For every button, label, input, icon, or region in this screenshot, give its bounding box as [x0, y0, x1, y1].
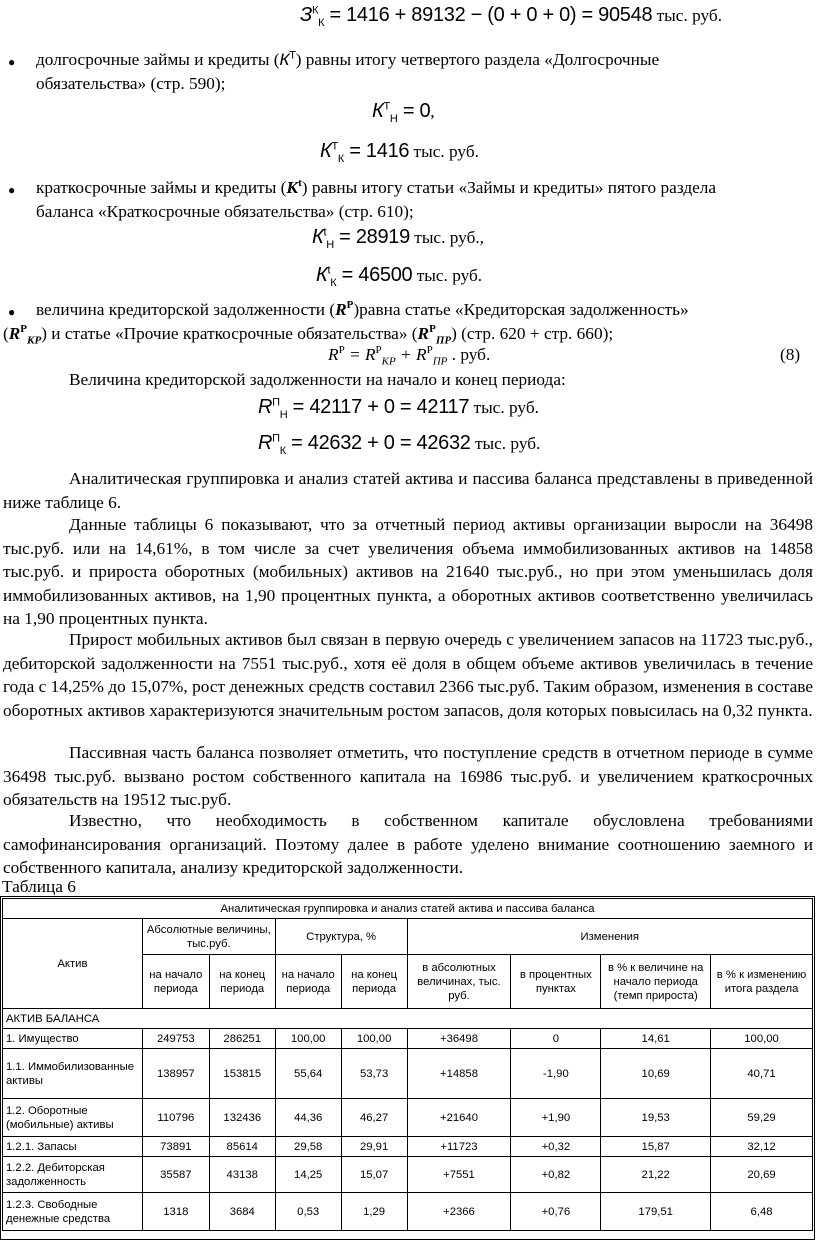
formula-sup: P: [346, 299, 354, 312]
formula-symbol: R: [8, 324, 21, 343]
formula-sub: К: [279, 445, 286, 457]
formula-sub: Н: [389, 113, 398, 125]
formula-unit: тыс. руб.: [413, 142, 479, 161]
table-cell: 14,25: [275, 1157, 341, 1193]
row-label: 1.2.1. Запасы: [3, 1137, 143, 1157]
table-cell: +1,90: [511, 1099, 601, 1137]
formula-expression: = 42117 + 0 = 42117: [287, 396, 470, 418]
bullet-text: )равна статье «Кредиторская задолженность»: [353, 300, 689, 319]
formula-sup: Т: [331, 140, 338, 153]
formula-sub: ПР: [435, 334, 452, 347]
table-cell: 32,12: [711, 1137, 813, 1157]
table-cell: 43138: [209, 1157, 275, 1193]
header-absolute: Абсолютные величины, тыс.руб.: [142, 919, 275, 955]
table-cell: +14858: [407, 1049, 511, 1099]
table-cell: 40,71: [711, 1049, 813, 1099]
table-cell: 59,29: [711, 1099, 813, 1137]
table-cell: 29,58: [275, 1137, 341, 1157]
header-aktiv: Актив: [3, 919, 143, 1009]
table-cell: 3684: [209, 1193, 275, 1231]
formula-expression: = 0: [397, 100, 431, 122]
formula-sub: К: [330, 277, 337, 289]
bullet-payables-cont: [3, 322, 813, 346]
paragraph-1: Аналитическая группировка и анализ статей актива и пассива баланса представлены в приведенной ниже таблице 6.: [3, 469, 813, 512]
formula-sub: К: [318, 17, 325, 29]
formula-unit: . руб.: [447, 345, 491, 364]
table-cell: +11723: [407, 1137, 511, 1157]
table-cell: 73891: [142, 1137, 209, 1157]
table-cell: 100,00: [711, 1029, 813, 1049]
table-cell: +0,76: [511, 1193, 601, 1231]
table-cell: 138957: [142, 1049, 209, 1099]
header-share: в % к изменению итога раздела: [711, 955, 813, 1009]
table-cell: 179,51: [601, 1193, 711, 1231]
table-row: [3, 1049, 813, 1099]
formula-sub: КР: [381, 355, 396, 368]
paragraph-period: Величина кредиторской задолженности на начало и конец периода:: [69, 370, 566, 389]
formula-expression: = 1416 + 89132 − (0 + 0 + 0) = 90548: [324, 4, 653, 26]
formula-expression: = 28919: [333, 226, 410, 248]
header-structure: Структура, %: [275, 919, 407, 955]
table-cell: 14,61: [601, 1029, 711, 1049]
table-cell: 100,00: [275, 1029, 341, 1049]
formula-symbol: R: [258, 432, 273, 454]
bullet-payables: [36, 298, 814, 322]
formula-symbol: R: [328, 345, 339, 364]
header-abs-change: в абсолютных величинах, тыс. руб.: [407, 955, 511, 1009]
table-cell: 6,48: [711, 1193, 813, 1231]
table-cell: 110796: [142, 1099, 209, 1137]
formula-sup: P: [429, 323, 436, 336]
table-cell: 53,73: [341, 1049, 407, 1099]
formula-expression: = 1416: [344, 140, 410, 162]
table-cell: 100,00: [341, 1029, 407, 1049]
formula-symbol: К: [279, 50, 290, 69]
header-end-struct: на конец периода: [341, 955, 407, 1009]
formula-sub: К: [337, 153, 345, 165]
bullet-text: обязательства» (стр. 590);: [36, 73, 226, 93]
formula-sup: П: [272, 396, 280, 409]
bullet-marker: ●: [8, 55, 16, 69]
paragraph-3: Прирост мобильных активов был связан в первую очередь с увеличением запасов на 11723 тыс.руб., дебиторской задолженности на 7551 тыс.руб., хотя её доля в общем объеме активов увеличилась в течение года с 14,25% до 15,07%, рост денежных средств составил 2366 тыс.руб. Таким образом, изменения в составе оборотных активов характеризуются значительным ростом запасов, доля которых повысилась на 0,32 пункта.: [3, 630, 813, 720]
table-cell: 19,53: [601, 1099, 711, 1137]
bullet-marker: ●: [8, 183, 16, 197]
header-start: на начало периода: [142, 955, 209, 1009]
formula-sub: ПР: [432, 355, 448, 368]
table-cell: +21640: [407, 1099, 511, 1137]
formula-sup: P: [375, 344, 382, 357]
table-cell: +0,32: [511, 1137, 601, 1157]
bullet-long-term-loans: [36, 48, 814, 95]
table-cell: 29,91: [341, 1137, 407, 1157]
header-growth: в % к величине на начало периода (темп прироста): [601, 955, 711, 1009]
table-caption: Таблица 6: [2, 877, 76, 896]
formula-kk-t: [320, 140, 479, 163]
row-label: 1.2.3. Свободные денежные средства: [3, 1193, 143, 1231]
bullet-text: величина кредиторской задолженности (: [36, 300, 336, 319]
row-label: 1. Имущество: [3, 1029, 143, 1049]
table-row: [3, 1137, 813, 1157]
table-cell: 249753: [142, 1029, 209, 1049]
bullet-text: баланса «Краткосрочные обязательства» (стр. 610);: [36, 201, 414, 221]
formula-symbol: К: [372, 100, 384, 122]
bullet-marker: ●: [8, 305, 16, 319]
formula-unit: тыс. руб.: [416, 266, 483, 285]
formula-sup: t: [323, 226, 327, 239]
formula-symbol: З: [300, 4, 312, 26]
formula-sup: Т: [383, 100, 390, 113]
table-cell: 44,36: [275, 1099, 341, 1137]
analytical-table: [2, 898, 813, 1231]
table-cell: 132436: [209, 1099, 275, 1137]
table-cell: +0,82: [511, 1157, 601, 1193]
table-cell: 35587: [142, 1157, 209, 1193]
row-label: 1.2.2. Дебиторская задолженность: [3, 1157, 143, 1193]
formula-unit: тыс. руб.: [473, 398, 539, 417]
table-row: [3, 1099, 813, 1137]
formula-expression: = 46500: [336, 264, 413, 286]
formula-sup: П: [272, 432, 280, 445]
formula-symbol: R: [417, 324, 430, 343]
bullet-text: (: [3, 324, 9, 343]
header-end: на конец периода: [209, 955, 275, 1009]
table-cell: 15,87: [601, 1137, 711, 1157]
bullet-text: ) равны итогу статьи «Займы и кредиты» пятого раздела: [301, 178, 717, 197]
formula-sup: Т: [289, 49, 296, 62]
formula-symbol: R: [258, 396, 273, 418]
row-label: 1.1. Иммобилизованные активы: [3, 1049, 143, 1099]
table-cell: +36498: [407, 1029, 511, 1049]
header-changes: Изменения: [407, 919, 812, 955]
formula-rk: [258, 432, 540, 455]
formula-expression: = 42632 + 0 = 42632: [285, 432, 471, 454]
formula-unit: тыс. руб.,: [414, 228, 484, 247]
table-row: [3, 1029, 813, 1049]
bullet-text: ) и статье «Прочие краткосрочные обязательства» (: [41, 324, 418, 343]
paragraph-4: Пассивная часть баланса позволяет отметить, что поступление средств в отчетном периоде в сумме 36498 тыс.руб. вызвано ростом собственного капитала на 16986 тыс.руб. и увеличением краткосрочных обязательств на 19512 тыс.руб.: [3, 743, 813, 809]
table-cell: 1,29: [341, 1193, 407, 1231]
formula-symbol: К: [320, 140, 332, 162]
formula-kk-small: [316, 264, 482, 287]
table-cell: 46,27: [341, 1099, 407, 1137]
formula-sup: t: [327, 264, 331, 277]
header-start-struct: на начало периода: [275, 955, 341, 1009]
formula-sub: Н: [279, 409, 288, 421]
formula-sub: Н: [326, 239, 334, 251]
bullet-text: долгосрочные займы и кредиты (: [36, 50, 280, 69]
formula-kn-small: [312, 226, 484, 249]
row-label: 1.2. Оборотные (мобильные) активы: [3, 1099, 143, 1137]
table-cell: 1318: [142, 1193, 209, 1231]
table-cell: 0,53: [275, 1193, 341, 1231]
paragraph-2: Данные таблицы 6 показывают, что за отчетный период активы организации выросли на 36498 тыс.руб. или на 14,61%, в том числе за счет увеличения объема иммобилизованных активов на 14858 тыс.руб. и прироста оборотных (мобильных) активов на 21640 тыс.руб., но при этом уменьшилась доля иммобилизованных активов, на 1,90 процентных пункта, а оборотных активов соответственно увеличилась на 1,90 процентных пункта.: [3, 515, 813, 628]
table-cell: +7551: [407, 1157, 511, 1193]
formula-unit: тыс. руб.: [474, 434, 541, 453]
paragraph-5: Известно, что необходимость в собственном капитале обусловлена требованиями самофинансирования организаций. Поэтому далее в работе уделено внимание соотношению заемного и собственного капитала, анализу кредиторской задолженности.: [3, 811, 813, 877]
formula-expression: + R: [395, 345, 427, 364]
formula-sup: t: [298, 177, 302, 190]
table-cell: 10,69: [601, 1049, 711, 1099]
formula-symbol: К: [286, 178, 299, 197]
table-cell: 15,07: [341, 1157, 407, 1193]
table-cell: 20,69: [711, 1157, 813, 1193]
section-header: АКТИВ БАЛАНСА: [3, 1009, 813, 1029]
equation-number: (8): [780, 345, 801, 364]
equation-8: [328, 344, 491, 368]
table-row: [3, 1157, 813, 1193]
formula-symbol: К: [312, 226, 324, 248]
bullet-text: краткосрочные займы и кредиты (: [36, 178, 287, 197]
formula-symbol: R: [335, 300, 347, 319]
formula-unit: тыс. руб.: [656, 6, 723, 25]
table-cell: 21,22: [601, 1157, 711, 1193]
table-cell: +2366: [407, 1193, 511, 1231]
formula-zk: [300, 4, 722, 27]
table-title: Аналитическая группировка и анализ статей актива и пассива баланса: [3, 899, 813, 919]
formula-sup: К: [311, 4, 319, 17]
formula-expression: = R: [344, 345, 376, 364]
formula-sup: P: [338, 344, 345, 357]
table-cell: 55,64: [275, 1049, 341, 1099]
formula-sup: P: [426, 344, 433, 357]
header-pp: в процентных пунктах: [511, 955, 601, 1009]
formula-sup: P: [20, 323, 28, 336]
table-cell: 153815: [209, 1049, 275, 1099]
formula-symbol: К: [316, 264, 328, 286]
table-cell: -1,90: [511, 1049, 601, 1099]
formula-kn-t: [372, 100, 435, 123]
bullet-text: ) равны итогу четвертого раздела «Долгосрочные: [295, 50, 660, 69]
bullet-short-term-loans: [36, 176, 814, 223]
table-cell: 286251: [209, 1029, 275, 1049]
formula-rn: [258, 396, 539, 419]
table-cell: 0: [511, 1029, 601, 1049]
table-row: [3, 1193, 813, 1231]
formula-unit: ,: [430, 102, 435, 121]
bullet-text: ) (стр. 620 + стр. 660);: [451, 324, 614, 343]
table-cell: 85614: [209, 1137, 275, 1157]
formula-sub: КР: [27, 334, 42, 347]
